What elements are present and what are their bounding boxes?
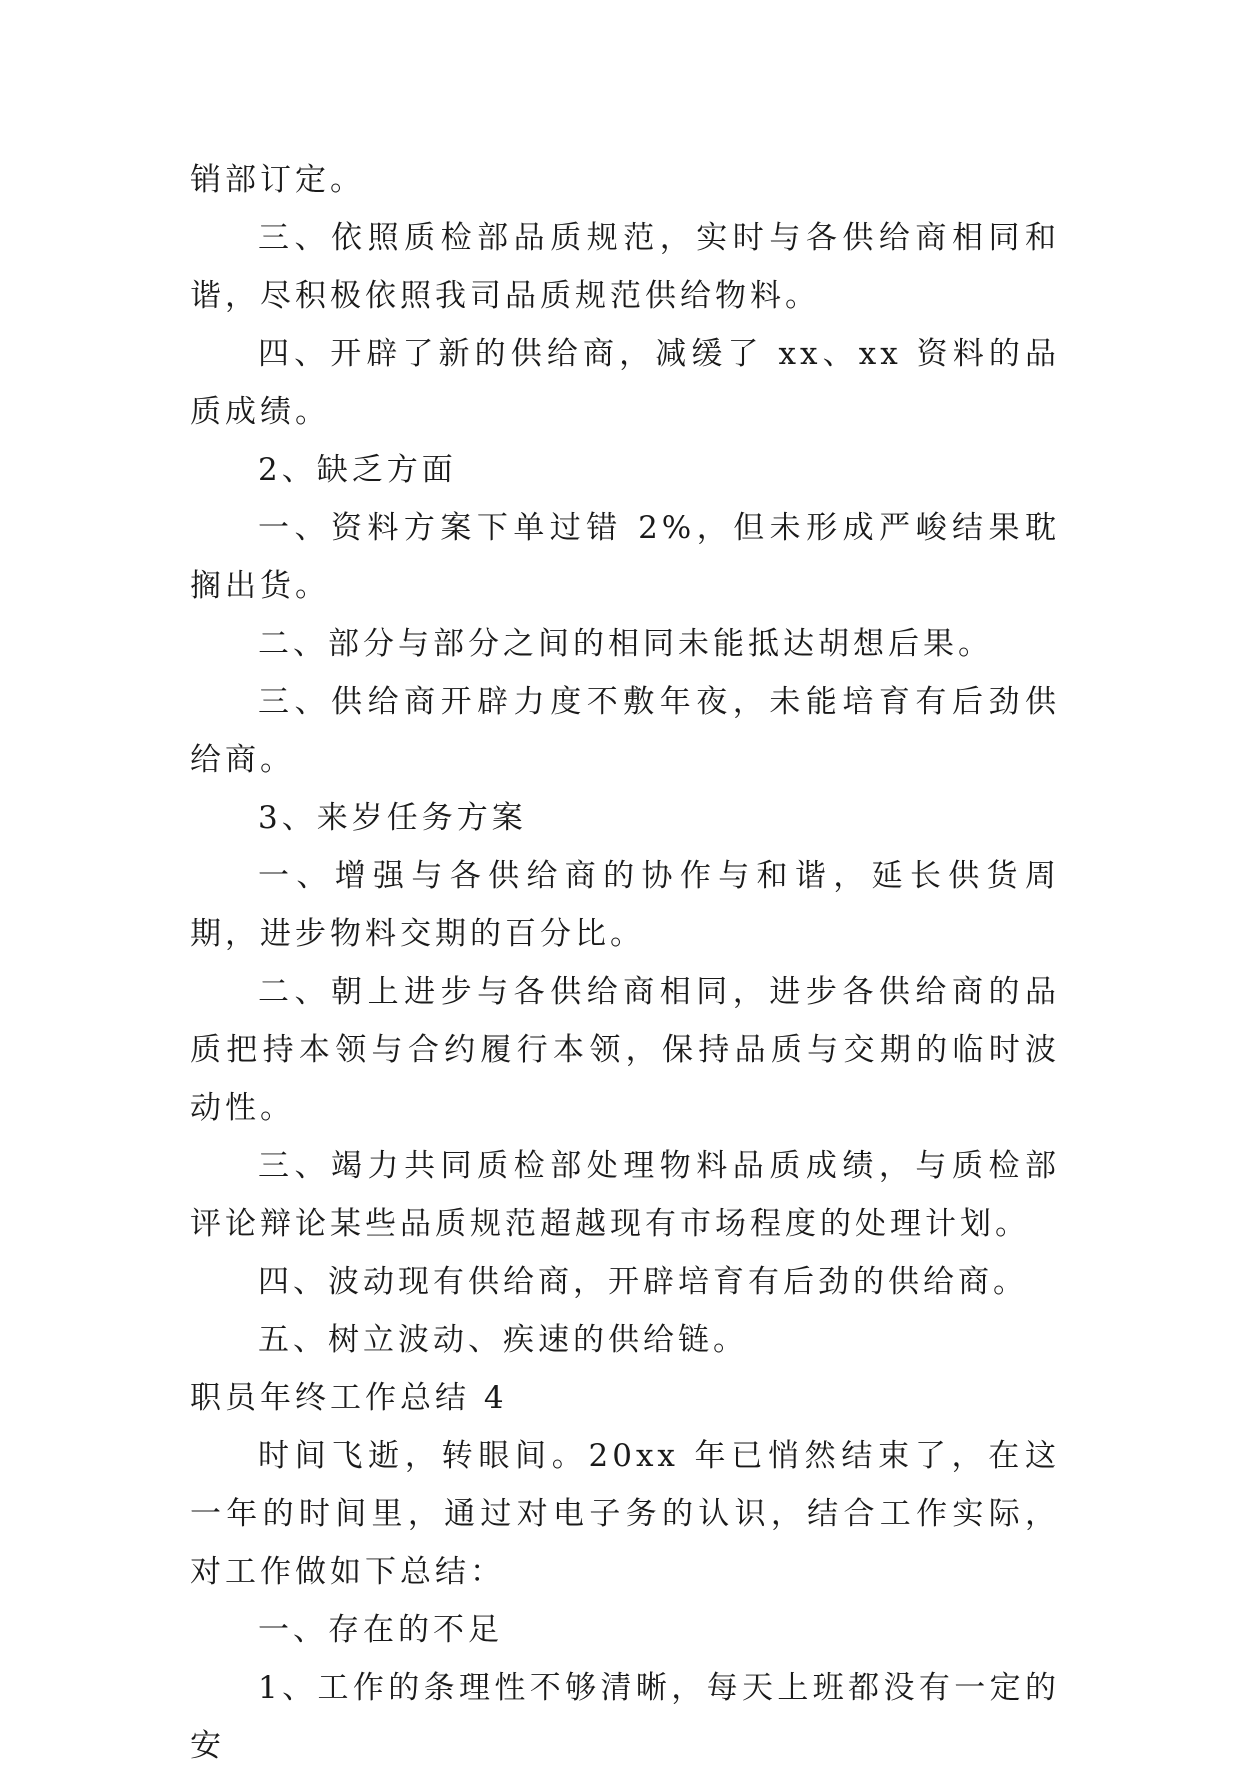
paragraph: 四、开辟了新的供给商，减缓了 xx、xx 资料的品质成绩。	[190, 336, 1060, 430]
paragraph: 五、树立波动、疾速的供给链。	[258, 1322, 748, 1358]
paragraph: 二、部分与部分之间的相同未能抵达胡想后果。	[258, 626, 993, 662]
paragraph: 一、资料方案下单过错 2%，但未形成严峻结果耽搁出货。	[190, 510, 1060, 604]
paragraph: 四、波动现有供给商，开辟培育有后劲的供给商。	[258, 1264, 1028, 1300]
section-heading: 一、存在的不足	[258, 1612, 503, 1648]
section-heading: 3、来岁任务方案	[258, 800, 527, 836]
paragraph: 三、依照质检部品质规范，实时与各供给商相同和谐，尽积极依照我司品质规范供给物料。	[190, 220, 1060, 314]
paragraph: 二、朝上进步与各供给商相同，进步各供给商的品质把持本领与合约履行本领，保持品质与交期的临时波动性。	[190, 974, 1060, 1126]
paragraph: 三、供给商开辟力度不敷年夜，未能培育有后劲供给商。	[190, 684, 1060, 778]
document-body	[190, 151, 1060, 1775]
section-heading: 2、缺乏方面	[258, 452, 457, 488]
document-title: 职员年终工作总结 4	[190, 1380, 508, 1416]
paragraph: 时间飞逝，转眼间。20xx 年已悄然结束了，在这一年的时间里，通过对电子务的认识，结合工作实际，对工作做如下总结：	[190, 1438, 1060, 1590]
paragraph: 一、增强与各供给商的协作与和谐，延长供货周期，进步物料交期的百分比。	[190, 858, 1060, 952]
paragraph: 销部订定。	[190, 162, 365, 198]
paragraph: 三、竭力共同质检部处理物料品质成绩，与质检部评论辩论某些品质规范超越现有市场程度的处理计划。	[190, 1148, 1060, 1242]
paragraph: 1、工作的条理性不够清晰，每天上班都没有一定的安	[190, 1670, 1060, 1764]
